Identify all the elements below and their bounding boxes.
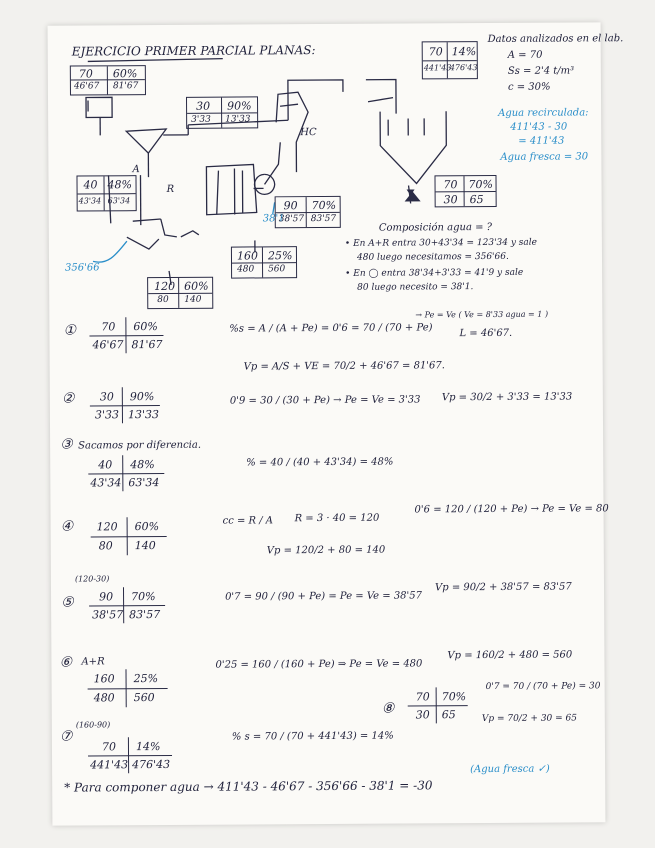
section-1-eq-1c: L = 46'67.: [459, 327, 513, 340]
table-top-left: 70 60% 46'67 81'67: [70, 65, 146, 95]
water-notes-title: Composición agua = ?: [378, 221, 493, 234]
lab-data-s: Ss = 2'4 t/m³: [507, 65, 575, 77]
section-8-eq-1: 0'7 = 70 / (70 + Pe) = 30: [485, 681, 601, 693]
section-2-number: ②: [61, 390, 75, 407]
section-5-eq-2: Vp = 90/2 + 38'57 = 83'57: [434, 581, 572, 594]
table-middle-right: 90 70% 38'57 83'57: [275, 196, 341, 228]
lab-data-title: Datos analizados en el lab.: [487, 33, 624, 46]
section-8-table: 70 70% 30 65: [408, 687, 468, 723]
section-8-eq-2: Vp = 70/2 + 30 = 65: [481, 713, 578, 725]
section-1-table: 70 60% 46'67 81'67: [89, 317, 163, 353]
footer-calculation: * Para componer agua → 411'43 - 46'67 - 356'66 - 38'1 = -30: [64, 778, 433, 795]
section-5-eq-1: 0'7 = 90 / (90 + Pe) = Pe = Ve = 38'57: [225, 590, 423, 603]
table-top-middle: 30 90% 3'33 13'33: [186, 96, 258, 128]
section-1-number: ①: [63, 322, 77, 339]
section-6-eq-1: 0'25 = 160 / (160 + Pe) ⇒ Pe = Ve = 480: [215, 658, 423, 671]
section-7-eq-1: % s = 70 / (70 + 441'43) = 14%: [231, 730, 394, 743]
section-2-eq-2: Vp = 30/2 + 3'33 = 13'33: [441, 391, 573, 404]
section-1-eq-2: Vp = A/S + VE = 70/2 + 46'67 = 81'67.: [243, 360, 445, 373]
section-4-eq-2: Vp = 120/2 + 80 = 140: [266, 544, 386, 557]
section-7-table: 70 14% 441'43 476'43: [88, 737, 172, 774]
table-middle-left: 40 48% 43'34 63'34: [76, 175, 136, 211]
recirculated-water-calc-1: 411'43 - 30: [510, 121, 568, 133]
note-38: 38'1: [262, 213, 285, 225]
note-356: 356'66: [65, 262, 100, 274]
section-4-eq-1c: 0'6 = 120 / (120 + Pe) → Pe = Ve = 80: [414, 503, 609, 516]
water-notes-line-2: 480 luego necesitamos = 356'66.: [356, 251, 509, 263]
section-7-label: (160-90): [75, 720, 111, 730]
section-5-number: ⑤: [61, 594, 74, 611]
section-3-number: ③: [60, 436, 73, 453]
recirculated-water-label: Agua recirculada:: [498, 107, 589, 119]
water-notes-line-4: 80 luego necesito = 38'1.: [357, 282, 474, 293]
table-center: 160 25% 480 560: [231, 246, 297, 278]
section-3-eq-1: % = 40 / (40 + 43'34) = 48%: [246, 456, 394, 469]
lab-data-c: c = 30%: [507, 81, 551, 93]
section-1-eq-1b: → Pe = Ve ( Ve = 8'33 agua = 1 ): [415, 309, 549, 320]
table-bottom: 120 60% 80 140: [147, 277, 213, 309]
exercise-title: EJERCICIO PRIMER PARCIAL PLANAS:: [71, 43, 316, 59]
label-r: R: [166, 183, 175, 195]
section-7-number: ⑦: [59, 728, 73, 745]
recirculated-water-calc-2: = 411'43: [518, 135, 565, 147]
section-4-table: 120 60% 80 140: [91, 517, 167, 555]
section-2-table: 30 90% 3'33 13'33: [90, 387, 160, 423]
section-6-table: 160 25% 480 560: [87, 669, 167, 707]
table-top-right: 70 14% 441'43 476'43: [422, 41, 478, 79]
section-4-number: ④: [60, 518, 74, 535]
section-5-label: (120-30): [74, 574, 110, 584]
section-6-number: ⑥: [59, 654, 73, 671]
section-8-number: ⑧: [381, 700, 395, 717]
label-hc: HC: [300, 127, 317, 139]
section-6-label: A+R: [81, 656, 105, 668]
section-4-eq-1: cc = R / A: [222, 515, 274, 527]
label-a: A: [132, 164, 140, 176]
section-3-table: 40 48% 43'34 63'34: [88, 455, 164, 491]
section-4-eq-1b: R = 3 · 40 = 120: [294, 512, 380, 525]
water-notes-line-3: • En ◯ entra 38'34+3'33 = 41'9 y sale: [345, 267, 524, 279]
lab-data-a: A = 70: [507, 49, 543, 61]
footer-note: (Agua fresca ✓): [470, 763, 550, 776]
section-1-eq-1: %s = A / (A + Pe) = 0'6 = 70 / (70 + Pe): [229, 322, 433, 335]
section-3-label: Sacamos por diferencia.: [78, 439, 202, 452]
water-notes-line-1: • En A+R entra 30+43'34 = 123'34 y sale: [344, 237, 538, 249]
section-5-table: 90 70% 38'57 83'57: [89, 587, 165, 623]
section-2-eq-1: 0'9 = 30 / (30 + Pe) → Pe = Ve = 3'33: [229, 394, 421, 407]
fresh-water-label: Agua fresca = 30: [500, 151, 589, 163]
section-6-eq-2: Vp = 160/2 + 480 = 560: [447, 649, 573, 662]
notebook-page: [48, 22, 624, 825]
table-thickener: 70 70% 30 65: [434, 175, 496, 207]
